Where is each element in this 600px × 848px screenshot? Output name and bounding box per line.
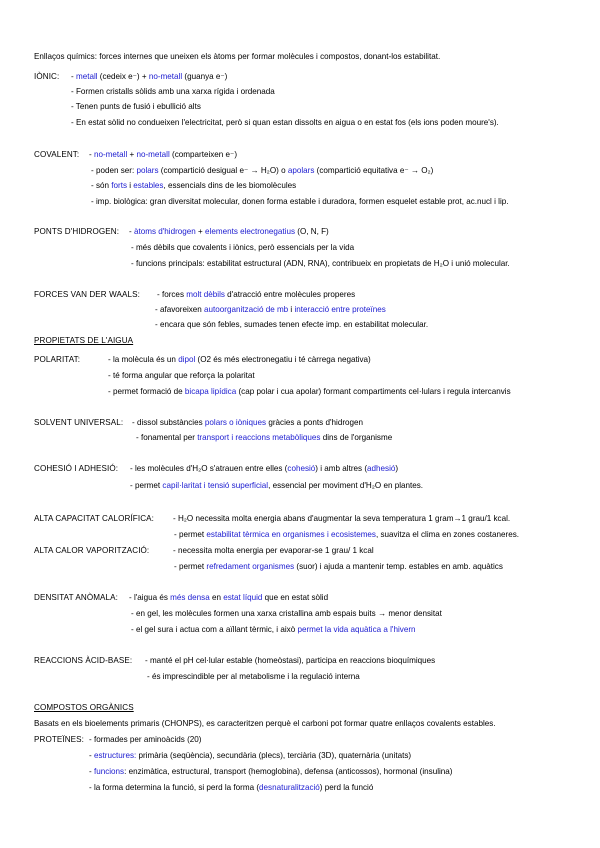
- polarity-label: POLARITAT:: [34, 355, 81, 364]
- water-section-title: PROPIETATS DE L'AIGUA: [34, 336, 134, 345]
- vaporization-label: ALTA CALOR VAPORITZACIÓ:: [34, 546, 150, 555]
- proteins-label: PROTEÏNES:: [34, 735, 85, 744]
- heat-capacity-label: ALTA CAPACITAT CALORÍFICA:: [34, 514, 154, 523]
- acid-base-label: REACCIONS ÀCID-BASE:: [34, 656, 133, 665]
- acid-base-line-1: - manté el pH cel·lular estable (homeòstasi), participa en reaccions bioquímiques: [145, 656, 436, 665]
- polarity-line-3: - permet formació de bicapa lipídica (cap polar i cua apolar) formant compartiments cel·lulars i regula intercanvis: [108, 387, 511, 396]
- polarity-line-1: - la molècula és un dipol (O2 és més electronegatiu i té càrrega negativa): [108, 355, 371, 364]
- organic-intro: Basats en els bioelements primaris (CHONPS), es caracteritzen perquè el carboni pot formar quatre enllaços covalents estables.: [34, 719, 496, 728]
- solvent-label: SOLVENT UNIVERSAL:: [34, 418, 124, 427]
- vdw-line-1: - forces molt dèbils d'atracció entre molècules properes: [157, 290, 356, 299]
- density-label: DENSITAT ANÒMALA:: [34, 593, 119, 602]
- covalent-line-3: - són forts i estables, essencials dins de les biomolècules: [91, 181, 297, 190]
- proteins-line-2: - estructures: primària (seqüència), secundària (plecs), terciària (3D), quaternària (unitats): [89, 751, 412, 760]
- vaporization-line-2: - permet refredament organismes (suor) i ajuda a mantenir temp. estables en amb. aquàtics: [174, 562, 503, 571]
- ionic-label: IÒNIC:: [34, 72, 60, 81]
- cohesion-label: COHESIÓ I ADHESIÓ:: [34, 464, 119, 473]
- ionic-line-3: - Tenen punts de fusió i ebullició alts: [71, 102, 201, 111]
- proteins-line-1: - formades per aminoàcids (20): [89, 735, 202, 744]
- hydrogen-label: PONTS D'HIDROGEN:: [34, 227, 120, 236]
- heat-capacity-line-2: - permet estabilitat tèrmica en organismes i ecosistemes, suavitza el clima en zones costaneres.: [174, 530, 520, 539]
- covalent-line-1: - no-metall + no-metall (comparteixen e⁻): [89, 150, 238, 159]
- hydrogen-line-2: - més dèbils que covalents i iònics, però essencials per la vida: [131, 243, 355, 252]
- covalent-line-2: - poden ser: polars (compartició desigual e⁻ → H₂O) o apolars (compartició equitativa e⁻ → O₂): [91, 166, 434, 175]
- hydrogen-line-1: - àtoms d'hidrogen + elements electronegatius (O, N, F): [129, 227, 329, 236]
- solvent-line-2: - fonamental per transport i reaccions metabòliques dins de l'organisme: [136, 433, 393, 442]
- covalent-label: COVALENT:: [34, 150, 80, 159]
- intro-text: Enllaços químics: forces internes que uneixen els àtoms per formar molècules i compostos, donant-los estabilitat.: [34, 52, 441, 61]
- solvent-line-1: - dissol substàncies polars o iòniques gràcies a ponts d'hidrogen: [132, 418, 364, 427]
- covalent-line-4: - imp. biològica: gran diversitat molecular, donen forma estable i duradora, formen esquelet estable prot, ac.nucl i lip.: [91, 197, 509, 206]
- acid-base-line-2: - és imprescindible per al metabolisme i la regulació interna: [147, 672, 360, 681]
- polarity-line-2: - té forma angular que reforça la polaritat: [108, 371, 255, 380]
- vdw-line-3: - encara que són febles, sumades tenen efecte imp. en estabilitat molecular.: [155, 320, 429, 329]
- density-line-1: - l'aigua és més densa en estat líquid que en estat sòlid: [129, 593, 329, 602]
- vaporization-line-1: - necessita molta energia per evaporar-se 1 grau/ 1 kcal: [173, 546, 374, 555]
- organic-section-title: COMPOSTOS ORGÀNICS: [34, 703, 134, 712]
- ionic-line-4: - En estat sòlid no condueixen l'electricitat, però si quan estan dissolts en aigua o en estat fos (els ions poden moure's).: [71, 118, 499, 127]
- ionic-line-2: - Formen cristalls sòlids amb una xarxa rígida i ordenada: [71, 87, 275, 96]
- vdw-line-2: - afavoreixen autoorganització de mb i interacció entre proteïnes: [155, 305, 386, 314]
- proteins-line-3: - funcions: enzimàtica, estructural, transport (hemoglobina), defensa (anticossos), hormonal (insulina): [89, 767, 453, 776]
- proteins-line-4: - la forma determina la funció, si perd la forma (desnaturalització) perd la funció: [89, 783, 374, 792]
- ionic-line-1: - metall (cedeix e⁻) + no-metall (guanya e⁻): [71, 72, 228, 81]
- cohesion-line-2: - permet capil·laritat i tensió superficial, essencial per moviment d'H₂O en plantes.: [130, 481, 424, 490]
- vdw-label: FORCES VAN DER WAALS:: [34, 290, 140, 299]
- density-line-2: - en gel, les molècules formen una xarxa cristallina amb espais buits → menor densitat: [131, 609, 442, 618]
- hydrogen-line-3: - funcions principals: estabilitat estructural (ADN, RNA), contribueix en propietats de H₂O i unió molecular.: [131, 259, 510, 268]
- heat-capacity-line-1: - H₂O necessita molta energia abans d'augmentar la seva temperatura 1 gram→1 grau/1 kcal.: [173, 514, 511, 523]
- density-line-3: - el gel sura i actua com a aïllant tèrmic, i això permet la vida aquàtica a l'hivern: [131, 625, 416, 634]
- cohesion-line-1: - les molècules d'H₂O s'atrauen entre elles (cohesió) i amb altres (adhesió): [130, 464, 399, 473]
